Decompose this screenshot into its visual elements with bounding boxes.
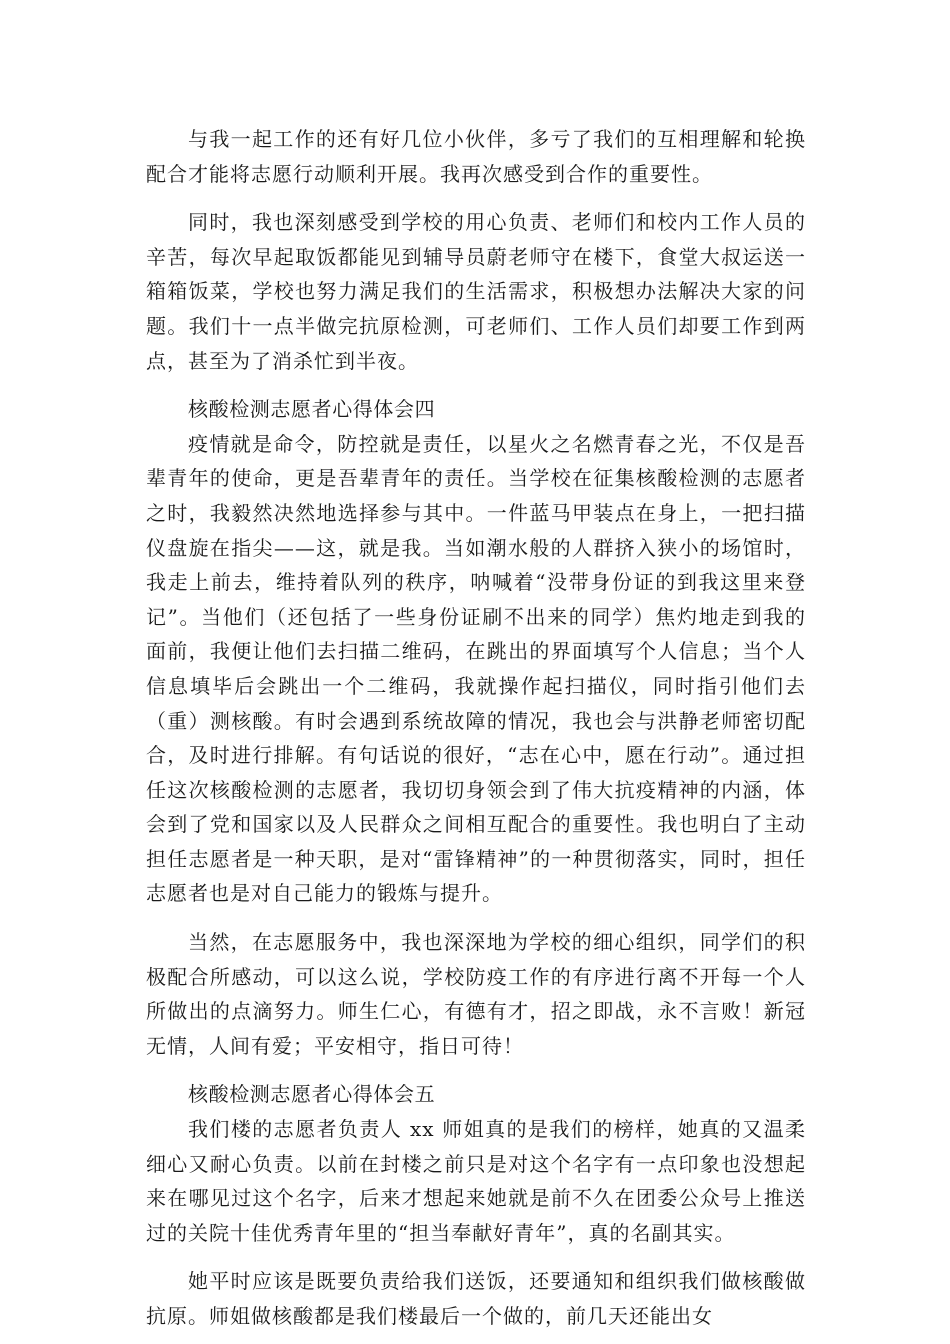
section-heading-four: 核酸检测志愿者心得体会四 bbox=[188, 397, 436, 422]
paragraph-senior-duties: 她平时应该是既要负责给我们送饭，还要通知和组织我们做核酸做抗原。师姐做核酸都是我们楼最后一个做的，前几天还能出女 bbox=[146, 1269, 806, 1328]
paragraph-school-staff: 同时，我也深刻感受到学校的用心负责、老师们和校内工作人员的辛苦，每次早起取饭都能见到辅导员蔚老师守在楼下，食堂大叔运送一箱箱饭菜，学校也努力满足我们的生活需求，积极想办法解决大家的问题。我们十一点半做完抗原检测，可老师们、工作人员们却要工作到两点，甚至为了消杀忙到半夜。 bbox=[146, 210, 806, 373]
paragraph-teamwork: 与我一起工作的还有好几位小伙伴，多亏了我们的互相理解和轮换配合才能将志愿行动顺利开展。我再次感受到合作的重要性。 bbox=[146, 127, 806, 186]
paragraph-role-model: 我们楼的志愿者负责人 xx 师姐真的是我们的榜样，她真的又温柔细心又耐心负责。以前在封楼之前只是对这个名字有一点印象也没想起来在哪见过这个名字，后来才想起来她就是前不久在团委公众号上推送过的关院十佳优秀青年里的“担当奉献好青年”，真的名副其实。 bbox=[146, 1117, 806, 1245]
section-heading-five: 核酸检测志愿者心得体会五 bbox=[188, 1082, 436, 1107]
paragraph-volunteer-duty: 疫情就是命令，防控就是责任，以星火之名燃青春之光，不仅是吾辈青年的使命，更是吾辈青年的责任。当学校在征集核酸检测的志愿者之时，我毅然决然地选择参与其中。一件蓝马甲装点在身上，一把扫描仪盘旋在指尖——这，就是我。当如潮水般的人群挤入狭小的场馆时，我走上前去，维持着队列的秩序，呐喊着“没带身份证的到我这里来登记”。当他们（还包括了一些身份证刷不出来的同学）焦灼地走到我的面前，我便让他们去扫描二维码，在跳出的界面填写个人信息；当个人信息填毕后会跳出一个二维码，我就操作起扫描仪，同时指引他们去（重）测核酸。有时会遇到系统故障的情况，我也会与洪静老师密切配合，及时进行排解。有句话说的很好，“志在心中，愿在行动”。通过担任这次核酸检测的志愿者，我切切身领会到了伟大抗疫精神的内涵，体会到了党和国家以及人民群众之间相互配合的重要性。我也明白了主动担任志愿者是一种天职，是对“雷锋精神”的一种贯彻落实，同时，担任志愿者也是对自己能力的锻炼与提升。 bbox=[146, 431, 806, 906]
paragraph-gratitude: 当然，在志愿服务中，我也深深地为学校的细心组织，同学们的积极配合所感动，可以这么说，学校防疫工作的有序进行离不开每一个人所做出的点滴努力。师生仁心，有德有才，招之即战，永不言败！新冠无情，人间有爱；平安相守，指日可待！ bbox=[146, 930, 806, 1058]
document-page bbox=[146, 122, 806, 1334]
